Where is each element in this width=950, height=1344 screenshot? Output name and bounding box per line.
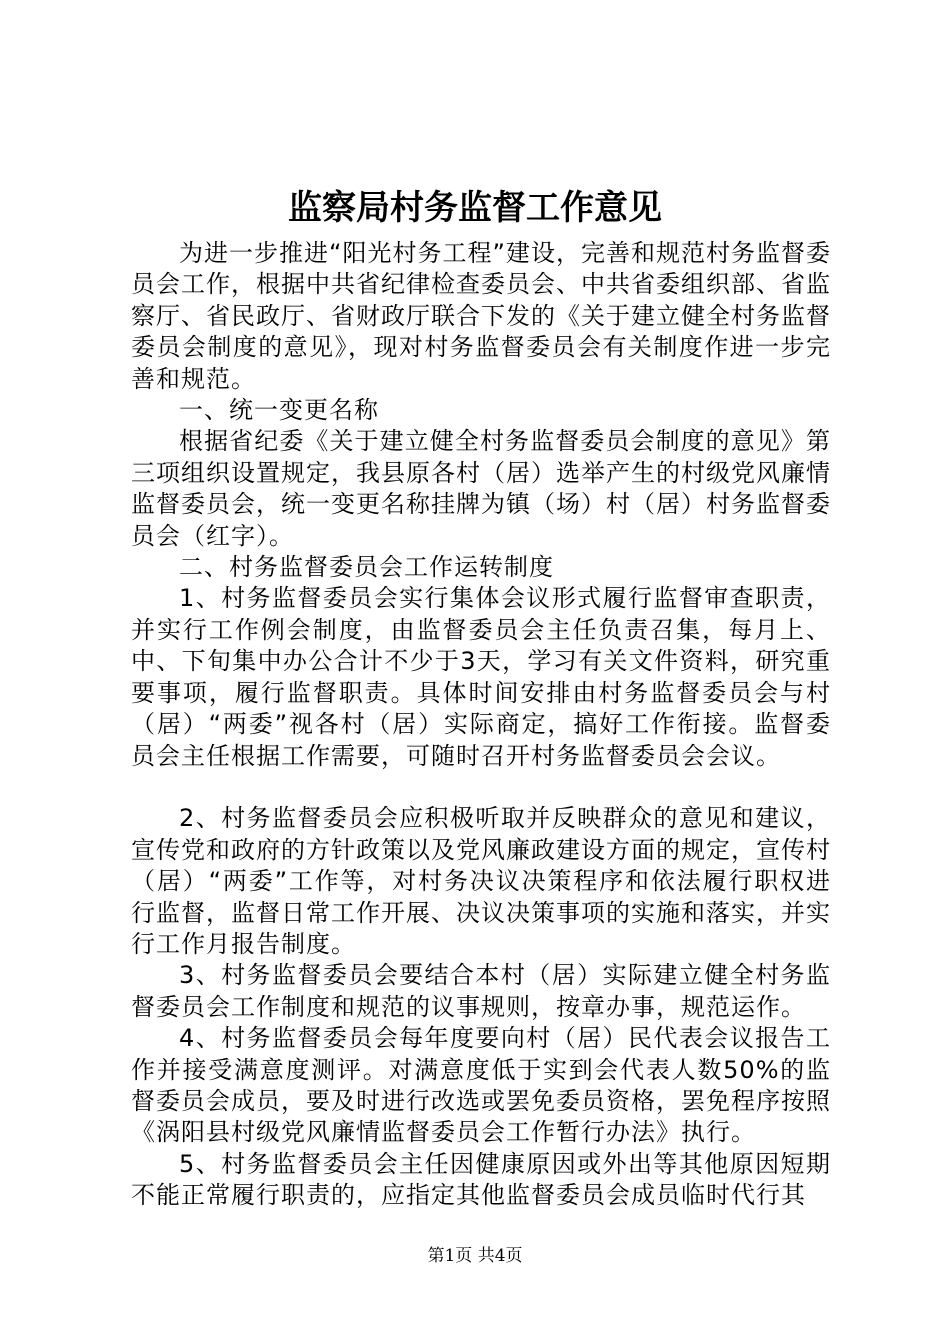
document-body [131, 238, 831, 1212]
paragraph-item-4: 4、村务监督委员会每年度要向村（居）民代表会议报告工作并接受满意度测评。对满意度低于实到会代表人数50%的监督委员会成员，要及时进行改选或罢免委员资格，罢免程序按照《涡阳县村级党风廉情监督委员会工作暂行办法》执行。 [131, 1024, 831, 1147]
paragraph-intro: 为进一步推进“阳光村务工程”建设，完善和规范村务监督委员会工作，根据中共省纪律检查委员会、中共省委组织部、省监察厅、省民政厅、省财政厅联合下发的《关于建立健全村务监督委员会制度的意见》，现对村务监督委员会有关制度作进一步完善和规范。 [131, 239, 831, 393]
paragraph-item-1: 1、村务监督委员会实行集体会议形式履行监督审查职责，并实行工作例会制度，由监督委员会主任负责召集，每月上、中、下旬集中办公合计不少于3天，学习有关文件资料，研究重要事项，履行监督职责。具体时间安排由村务监督委员会与村（居）“两委”视各村（居）实际商定，搞好工作衔接。监督委员会主任根据工作需要，可随时召开村务监督委员会会议。 [131, 584, 831, 770]
page-number: 第1页 共4页 [427, 1246, 523, 1266]
section-heading-2: 二、村务监督委员会工作运转制度 [179, 553, 554, 582]
paragraph-item-5: 5、村务监督委员会主任因健康原因或外出等其他原因短期不能正常履行职责的，应指定其他监督委员会成员临时代行其 [131, 1149, 831, 1210]
section-heading-1: 一、统一变更名称 [179, 396, 379, 425]
paragraph-item-3: 3、村务监督委员会要结合本村（居）实际建立健全村务监督委员会工作制度和规范的议事规则，按章办事，规范运作。 [131, 961, 831, 1021]
paragraph-item-2: 2、村务监督委员会应积极听取并反映群众的意见和建议，宣传党和政府的方针政策以及党风廉政建设方面的规定，宣传村（居）“两委”工作等，对村务决议决策程序和依法履行职权进行监督，监督日常工作开展、决议决策事项的实施和落实，并实行工作月报告制度。 [131, 804, 831, 958]
page-title: 监察局村务监督工作意见 [288, 188, 662, 228]
paragraph-rename: 根据省纪委《关于建立健全村务监督委员会制度的意见》第三项组织设置规定，我县原各村（居）选举产生的村级党风廉情监督委员会，统一变更名称挂牌为镇（场）村（居）村务监督委员会（红字）。 [131, 427, 831, 550]
